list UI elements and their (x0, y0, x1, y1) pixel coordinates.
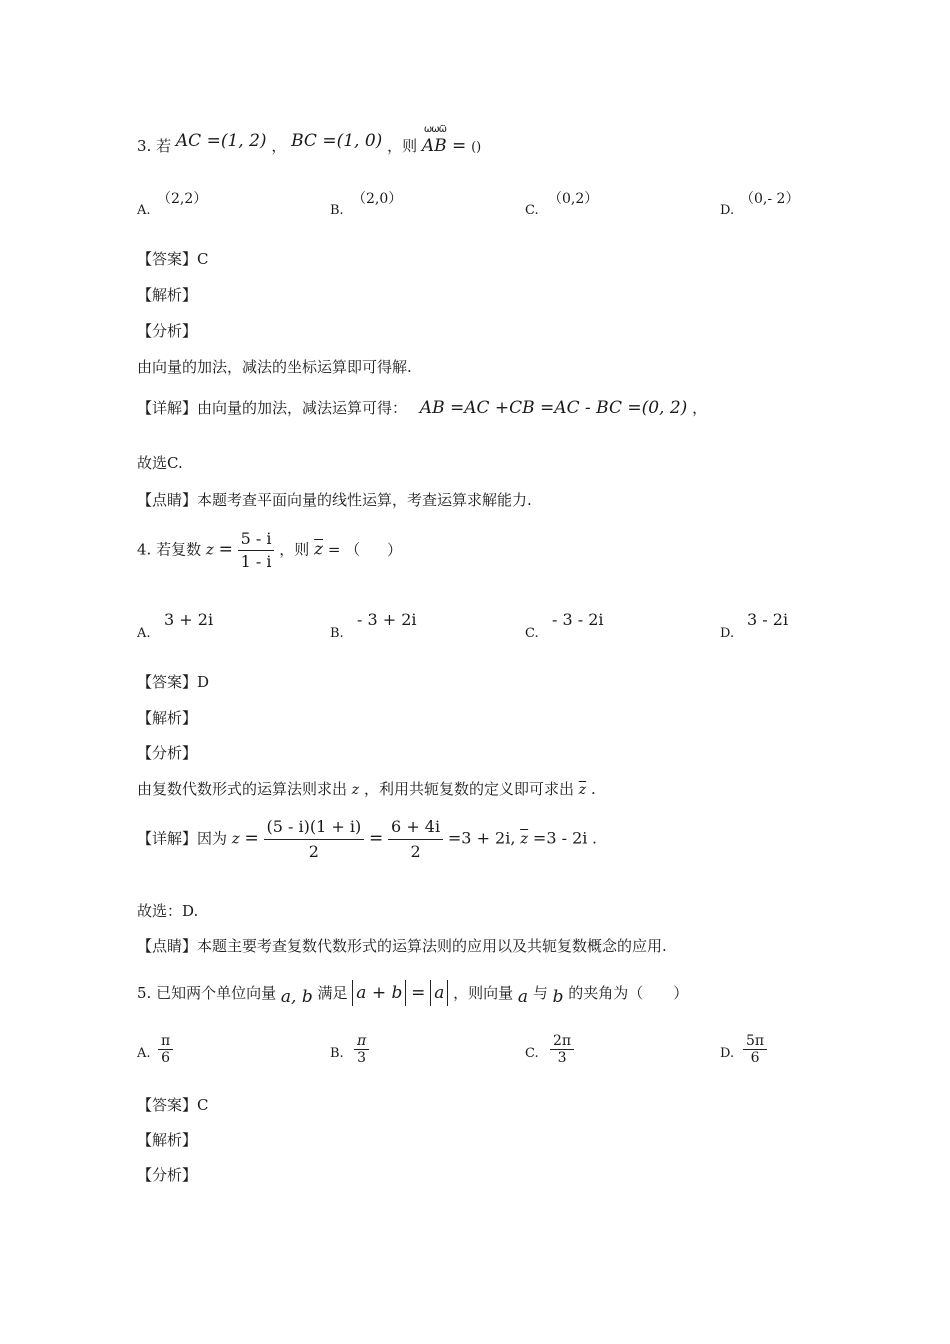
q5-option-c-label: C. (525, 1046, 539, 1061)
q3-ac-expr: AC =(1, 2) (175, 131, 267, 151)
q5-fenxi-heading: 【分析】 (137, 1166, 198, 1184)
q4-detail-z: z (231, 829, 240, 848)
q4-stem (137, 528, 402, 573)
q5-option-b-den: 3 (354, 1049, 369, 1066)
q4-detail-den2: 2 (388, 839, 443, 864)
q3-conclusion: 故选C. (137, 454, 183, 472)
q4-frac-num: 5 - i (240, 529, 272, 548)
q4-fenxi (137, 779, 596, 800)
q3-option-c-value: （0,2） (548, 191, 599, 207)
q5-option-a-frac (158, 1033, 173, 1066)
q4-detail-eq2: = (369, 828, 384, 849)
q4-conclusion: 故选：D. (137, 902, 199, 920)
q3-bc-expr: BC =(1, 0) (291, 131, 383, 151)
q5-option-d-den: 6 (743, 1049, 767, 1066)
q5-abs-right: a (430, 980, 448, 1006)
q5-abs-left: a + b (352, 980, 406, 1006)
q4-option-d-value: 3 - 2i (747, 610, 789, 629)
q3-stem-text: 若 (156, 137, 172, 155)
q4-zbar: $\overline{z}$ (314, 539, 324, 560)
q4-fraction (238, 528, 275, 573)
q5-option-a-num: π (161, 1033, 171, 1049)
q3-detail-expr: AB =AC +CB =AC - BC =(0, 2) (419, 398, 688, 418)
q3-detail-prefix: 【详解】由向量的加法，减法运算可得： (137, 399, 408, 417)
q4-option-c-label: C. (525, 626, 539, 641)
q4-equals: = (218, 539, 233, 560)
q4-detail-prefix: 【详解】因为 (137, 829, 228, 848)
q4-option-a-label: A. (137, 626, 151, 641)
q3-option-a-value: （2,2） (157, 191, 208, 207)
q5-var-a: a (517, 987, 529, 1007)
q3-sep1: ， (271, 137, 287, 155)
q5-stem-b: 满足 (317, 984, 348, 1002)
q5-option-a-den: 6 (158, 1049, 173, 1066)
q5-option-c-den: 3 (550, 1049, 574, 1066)
q4-comment: 【点睛】本题主要考查复数代数形式的运算法则的应用以及共轭复数概念的应用. (137, 937, 667, 955)
q5-option-d-frac (743, 1033, 767, 1066)
q3-ab-expr: AB = (421, 136, 467, 156)
q4-fenxi-z: z (351, 782, 360, 798)
q3-sep2: ，则 (387, 137, 418, 155)
q5-var-b: b (552, 987, 564, 1007)
q4-detail-zbar: $\overline{z}$ (520, 829, 529, 848)
q4-eq2: = （ (327, 540, 361, 559)
q4-stem-text: 若复数 (156, 540, 202, 559)
q4-fenxi-zbar: $\overline{z}$ (578, 782, 587, 798)
q3-option-b-label: B. (330, 203, 344, 218)
q3-analysis-heading: 【解析】 (137, 286, 198, 304)
q3-option-d-value: （0,- 2） (740, 191, 800, 207)
q3-detail (137, 398, 707, 418)
q4-option-b-value: - 3 + 2i (357, 610, 417, 629)
q4-stem-b: ，则 (279, 540, 310, 559)
q4-option-a-value: 3 + 2i (164, 610, 214, 629)
q3-answer: 【答案】C (137, 250, 209, 268)
q5-option-c-frac (550, 1033, 574, 1066)
q4-fenxi-a: 由复数代数形式的运算法则求出 (137, 780, 348, 798)
q3-paren: () (471, 140, 482, 155)
q5-stem-e: 的夹角为（ ） (568, 984, 689, 1002)
q5-stem-text: 已知两个单位向量 (156, 984, 277, 1002)
q4-detail-num2: 6 + 4i (391, 817, 441, 836)
q4-fenxi-heading: 【分析】 (137, 744, 198, 762)
q4-paren-close: ） (386, 540, 402, 559)
q5-option-b-num: π (357, 1033, 367, 1049)
q5-option-b-label: B. (330, 1046, 344, 1061)
q4-detail-rest2: =3 - 2i (532, 828, 588, 848)
q3-detail-suffix: ， (692, 399, 708, 417)
q4-detail-num1: (5 - i)(1 + i) (266, 817, 362, 836)
q4-option-c-value: - 3 - 2i (552, 610, 604, 629)
q4-detail-rest: =3 + 2i, (447, 828, 516, 848)
q3-stem (137, 124, 482, 158)
q5-answer: 【答案】C (137, 1096, 209, 1114)
q5-stem-d: 与 (532, 984, 548, 1002)
q4-detail-den1: 2 (264, 839, 365, 864)
q4-detail-frac1 (264, 815, 365, 864)
q5-option-d-num: 5π (746, 1033, 765, 1049)
q5-option-d-label: D. (720, 1046, 735, 1061)
q4-fenxi-b: ，利用共轭复数的定义即可求出 (363, 780, 574, 798)
q4-detail (137, 815, 597, 864)
q4-fenxi-end: . (590, 780, 596, 798)
q3-comment: 【点睛】本题考查平面向量的线性运算，考查运算求解能力. (137, 491, 532, 509)
q3-vector-mark: ѡѡѿ (423, 124, 446, 135)
q3-option-b-value: （2,0） (352, 191, 403, 207)
q5-number: 5. (137, 984, 152, 1002)
q5-option-a-label: A. (137, 1046, 151, 1061)
q3-fenxi-heading: 【分析】 (137, 322, 198, 340)
q4-detail-frac2 (388, 815, 443, 864)
q4-detail-eq: = (244, 828, 259, 849)
q4-option-d-label: D. (720, 626, 735, 641)
q4-detail-end: . (592, 829, 597, 848)
q5-analysis-heading: 【解析】 (137, 1131, 198, 1149)
q3-number: 3. (137, 137, 152, 155)
q4-z-var: z (205, 540, 214, 559)
q5-eq: = (411, 983, 426, 1003)
q4-frac-den: 1 - i (238, 550, 275, 573)
q4-option-b-label: B. (330, 626, 344, 641)
q3-fenxi-text: 由向量的加法，减法的坐标运算即可得解. (137, 358, 412, 376)
q5-stem (137, 980, 688, 1006)
q3-option-d-label: D. (720, 203, 735, 218)
q5-vars: a, b (280, 987, 313, 1007)
q5-option-c-num: 2π (553, 1033, 572, 1049)
q5-option-b-frac (354, 1033, 369, 1066)
q5-stem-c: ，则向量 (453, 984, 514, 1002)
q4-number: 4. (137, 540, 152, 559)
q3-option-a-label: A. (137, 203, 151, 218)
q4-answer: 【答案】D (137, 673, 210, 691)
q3-option-c-label: C. (525, 203, 539, 218)
q4-analysis-heading: 【解析】 (137, 709, 198, 727)
